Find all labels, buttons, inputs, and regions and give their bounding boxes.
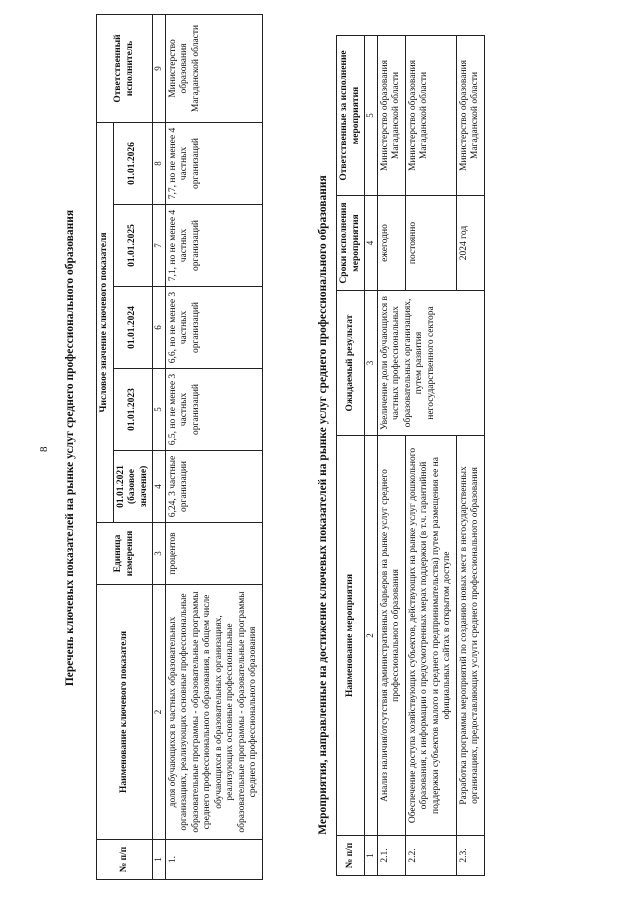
- header-responsible: Ответственные за исполнение мероприятия: [337, 36, 365, 196]
- indicator-unit: процентов: [165, 523, 262, 585]
- col-number: 6: [153, 287, 166, 369]
- col-number: 1: [365, 836, 378, 876]
- header-values-group: Числовое значение ключевого показателя: [97, 122, 114, 522]
- col-number: 9: [153, 14, 166, 122]
- measure-responsible: Министерство образования Магаданской области: [405, 36, 456, 196]
- col-number: 2: [153, 585, 166, 840]
- measure-name: Разработка программы мероприятий по созданию новых мест в негосударственных организациях, предоставляющих услуги среднего профессионального образования: [456, 436, 484, 836]
- indicator-name: доля обучающихся в частных образовательных организациях, реализующих основные профессиональные образовательные программы - образовательные программы среднего профессионального образования, в общем числе обучающихся в образовательных организациях, реализующих основные профессиональные образовательные программы - образовательные программы среднего профессионального образования: [165, 585, 262, 840]
- key-indicators-table: [96, 14, 263, 880]
- header-num: № п/п: [337, 836, 365, 876]
- section2-title: Мероприятия, направленные на достижение ключевых показателей на рынке услуг среднего профессионального образования: [317, 175, 329, 835]
- header-unit: Единица измерения: [97, 523, 153, 585]
- measure-terms: постоянно: [405, 196, 456, 291]
- table-row: [456, 36, 484, 876]
- header-date-2026: 01.01.2026: [113, 122, 153, 204]
- header-measure-name: Наименование мероприятия: [337, 436, 365, 836]
- measure-terms: ежегодно: [377, 196, 405, 291]
- table-row: [377, 36, 405, 876]
- section1-title: Перечень ключевых показателей на рынке услуг среднего профессионального образования: [64, 209, 76, 687]
- col-number: 4: [153, 451, 166, 523]
- col-number: 4: [365, 196, 378, 291]
- header-date-2023: 01.01.2023: [113, 369, 153, 451]
- value-2026: 7,7, но не менее 4 частных организаций: [165, 122, 262, 204]
- col-number: 3: [153, 523, 166, 585]
- measures-table: [336, 35, 485, 876]
- measure-terms: 2024 год: [456, 196, 484, 291]
- col-number: 3: [365, 291, 378, 436]
- header-date-2025: 01.01.2025: [113, 205, 153, 287]
- row-num: 2.2.: [405, 836, 456, 876]
- header-terms: Сроки исполнения мероприятия: [337, 196, 365, 291]
- table-row: [165, 14, 262, 879]
- header-date-base: 01.01.2021 (базовое значение): [113, 451, 153, 523]
- col-number: 1: [153, 840, 166, 880]
- col-number: 2: [365, 436, 378, 836]
- row-num: 2.1.: [377, 836, 405, 876]
- header-num: № п/п: [97, 840, 153, 880]
- value-base: 6,24, 3 частные организации: [165, 451, 262, 523]
- value-2023: 6,5, но не менее 3 частных организаций: [165, 369, 262, 451]
- value-2024: 6,6, но не менее 3 частных организаций: [165, 287, 262, 369]
- measure-name: Обеспечение доступа хозяйствующих субъектов, действующих на рынке услуг дошкольного образования, к информации о предусмотренных мерах поддержки (в т.ч. гарантийной поддержки субъектов малого и среднего предпринимательства) путем размещения ее на официальных сайтах в открытом доступе: [405, 436, 456, 836]
- measure-name: Анализ наличия/отсутствия административных барьеров на рынке услуг среднего профессионального образования: [377, 436, 405, 836]
- header-date-2024: 01.01.2024: [113, 287, 153, 369]
- col-number: 5: [153, 369, 166, 451]
- expected-result: Увеличение доли обучающихся в частных профессиональных образовательных организациях, путем развития негосударственного сектора: [377, 291, 484, 436]
- column-number-row: [365, 36, 378, 876]
- row-num: 2.3.: [456, 836, 484, 876]
- table-row: [405, 36, 456, 876]
- col-number: 7: [153, 205, 166, 287]
- header-expected-result: Ожидаемый результат: [337, 291, 365, 436]
- measure-responsible: Министерство образования Магаданской области: [377, 36, 405, 196]
- col-number: 5: [365, 36, 378, 196]
- value-2025: 7,1, но не менее 4 частных организаций: [165, 205, 262, 287]
- responsible: Министерство образования Магаданской области: [165, 14, 262, 122]
- page-number: 8: [38, 446, 50, 452]
- col-number: 8: [153, 122, 166, 204]
- measure-responsible: Министерство образования Магаданской области: [456, 36, 484, 196]
- row-num: 1.: [165, 840, 262, 880]
- header-name: Наименование ключевого показателя: [97, 585, 153, 840]
- header-responsible: Ответственный исполнитель: [97, 14, 153, 122]
- column-number-row: [153, 14, 166, 879]
